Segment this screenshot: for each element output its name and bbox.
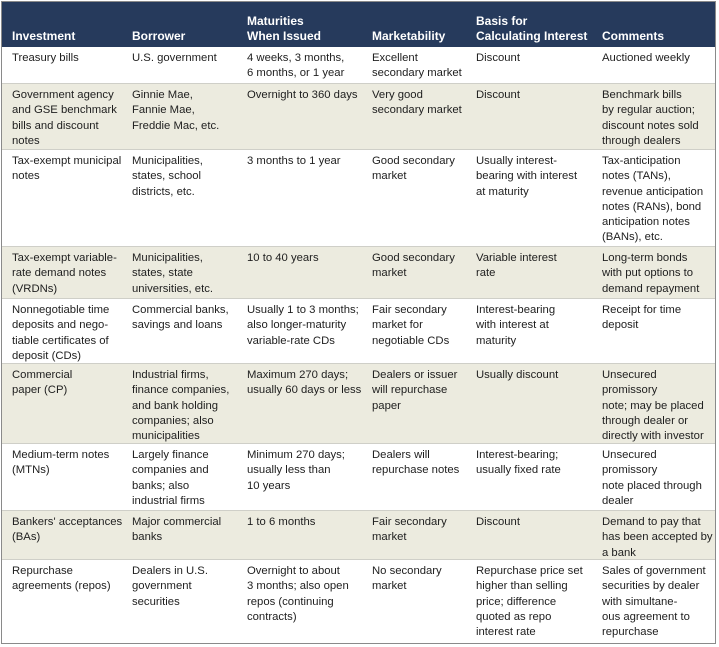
cell-comments: Unsecured promissory note placed through dealer (602, 449, 702, 507)
table-row (2, 83, 715, 149)
cell-marketability: Good secondary market (372, 155, 455, 183)
cell-borrower: Industrial firms, finance companies, and bank holding companies; also municipalities (132, 369, 230, 443)
cell-maturity: 3 months to 1 year (247, 155, 341, 167)
cell-comments: Sales of government securities by dealer with simultane- ous agreement to repurchase (602, 565, 706, 639)
cell-investment: Treasury bills (12, 52, 79, 64)
cell-maturity: Minimum 270 days; usually less than 10 years (247, 449, 345, 492)
cell-borrower: Commercial banks, savings and loans (132, 304, 229, 332)
header-borrower: Borrower (132, 28, 186, 43)
cell-interest-basis: Usually interest- bearing with interest at maturity (476, 155, 578, 198)
cell-maturity: Overnight to 360 days (247, 89, 358, 101)
table-row (2, 246, 715, 298)
cell-investment: Medium-term notes (MTNs) (12, 449, 110, 477)
cell-borrower: Major commercial banks (132, 516, 222, 544)
cell-interest-basis: Interest-bearing; usually fixed rate (476, 449, 561, 477)
cell-comments: Unsecured promissory note; may be placed through dealer or directly with investor (602, 369, 704, 443)
cell-borrower: Ginnie Mae, Fannie Mae, Freddie Mac, etc. (132, 89, 220, 132)
header-comments: Comments (602, 28, 665, 43)
table-row (2, 363, 715, 443)
cell-borrower: Municipalities, states, school districts, etc. (132, 155, 203, 198)
cell-maturity: Usually 1 to 3 months; also longer-maturity variable-rate CDs (247, 304, 359, 347)
table-row (2, 298, 715, 363)
cell-maturity: Maximum 270 days; usually 60 days or less (247, 369, 362, 397)
cell-marketability: Very good secondary market (372, 89, 462, 117)
cell-marketability: Dealers will repurchase notes (372, 449, 460, 477)
cell-investment: Repurchase agreements (repos) (12, 565, 111, 593)
table-row (2, 559, 715, 643)
cell-comments: Demand to pay that has been accepted by a bank (602, 516, 713, 559)
cell-marketability: Dealers or issuer will repurchase paper (372, 369, 458, 412)
cell-borrower: U.S. government (132, 52, 217, 64)
header-marketability: Marketability (372, 28, 446, 43)
header-investment: Investment (12, 28, 76, 43)
cell-borrower: Largely finance companies and banks; also industrial firms (132, 449, 209, 507)
cell-maturity: Overnight to about 3 months; also open repos (continuing contracts) (247, 565, 349, 623)
cell-investment: Commercial paper (CP) (12, 369, 73, 397)
cell-interest-basis: Discount (476, 52, 520, 64)
cell-marketability: No secondary market (372, 565, 442, 593)
cell-maturity: 1 to 6 months (247, 516, 316, 528)
header-maturities: Maturities When Issued (247, 14, 322, 43)
table-row (2, 443, 715, 510)
cell-interest-basis: Usually discount (476, 369, 559, 381)
cell-maturity: 4 weeks, 3 months, 6 months, or 1 year (247, 52, 345, 80)
table-row (2, 149, 715, 246)
table-row (2, 510, 715, 559)
cell-comments: Long-term bonds with put options to demand repayment (602, 252, 700, 295)
cell-investment: Tax-exempt variable- rate demand notes (VRDNs) (12, 252, 117, 295)
cell-comments: Benchmark bills by regular auction; discount notes sold through dealers (602, 89, 699, 147)
cell-borrower: Municipalities, states, state universities, etc. (132, 252, 213, 295)
cell-marketability: Fair secondary market for negotiable CDs (372, 304, 450, 347)
cell-comments: Receipt for time deposit (602, 304, 682, 332)
table-header (2, 2, 715, 47)
cell-marketability: Fair secondary market (372, 516, 447, 544)
cell-marketability: Excellent secondary market (372, 52, 462, 80)
header-interest-basis: Basis for Calculating Interest (476, 14, 588, 43)
cell-marketability: Good secondary market (372, 252, 455, 280)
cell-interest-basis: Repurchase price set higher than selling price; difference quoted as repo interest rate (476, 565, 583, 639)
table-row (2, 47, 715, 83)
cell-interest-basis: Discount (476, 516, 520, 528)
cell-interest-basis: Discount (476, 89, 520, 101)
cell-maturity: 10 to 40 years (247, 252, 319, 264)
cell-comments: Tax-anticipation notes (TANs), revenue anticipation notes (RANs), bond anticipation notes (BANs), etc. (602, 155, 704, 244)
cell-investment: Bankers' acceptances (BAs) (12, 516, 123, 544)
cell-investment: Tax-exempt municipal notes (12, 155, 122, 183)
cell-interest-basis: Interest-bearing with interest at maturity (476, 304, 556, 347)
cell-investment: Government agency and GSE benchmark bills and discount notes (12, 89, 117, 147)
cell-borrower: Dealers in U.S. government securities (132, 565, 208, 608)
investment-table (1, 1, 716, 644)
cell-interest-basis: Variable interest rate (476, 252, 557, 280)
cell-investment: Nonnegotiable time deposits and nego- tiable certificates of deposit (CDs) (12, 304, 110, 362)
cell-comments: Auctioned weekly (602, 52, 690, 64)
